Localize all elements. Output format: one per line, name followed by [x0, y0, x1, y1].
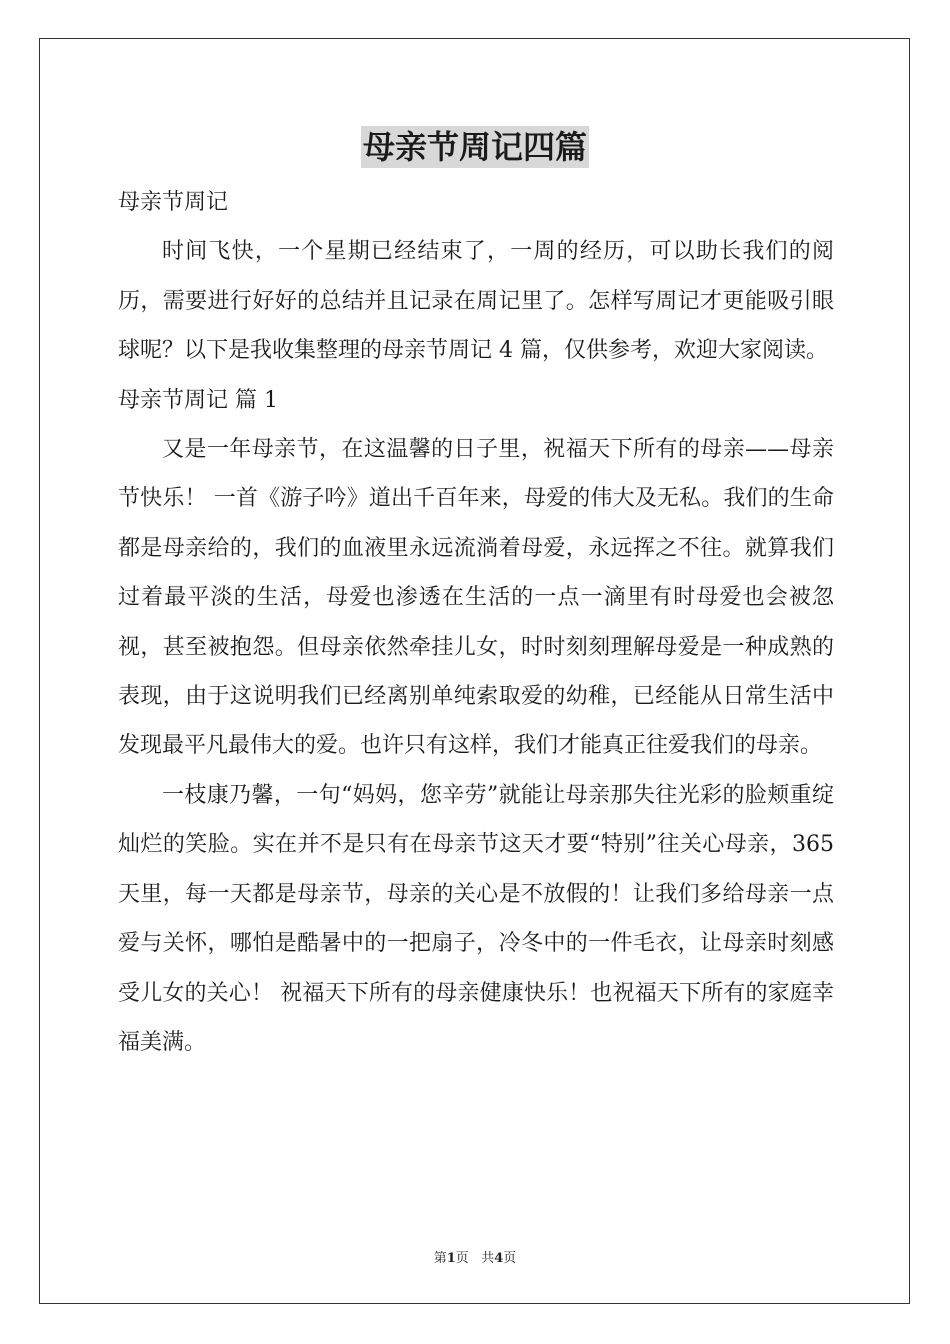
body-paragraph-1: 又是一年母亲节，在这温馨的日子里，祝福天下所有的母亲——母亲节快乐！ 一首《游子吟》道出千百年来，母爱的伟大及无私。我们的生命都是母亲给的，我们的血液里永远流淌着母爱，永远挥之不往。就算我们过着最平淡的生活，母爱也渗透在生活的一点一滴里有时母爱也会被忽视，甚至被抱怨。但母亲依然牵挂儿女，时时刻刻理解母爱是一种成熟的表现，由于这说明我们已经离别单纯索取爱的幼稚，已经能从日常生活中发现最平凡最伟大的爱。也许只有这样，我们才能真正往爱我们的母亲。 [118, 437, 834, 759]
document-body [118, 178, 834, 1067]
title-container [0, 126, 950, 168]
page-suffix: 页 [455, 1251, 469, 1266]
total-suffix: 页 [503, 1251, 517, 1266]
total-prefix: 共 [481, 1251, 495, 1266]
total-pages: 4 [494, 1251, 504, 1266]
body-paragraph-2: 一枝康乃馨，一句“妈妈，您辛劳”就能让母亲那失往光彩的脸颊重绽灿烂的笑脸。实在并不是只有在母亲节这天才要“特别”往关心母亲，365 天里，每一天都是母亲节，母亲的关心是不放假的！让我们多给母亲一点爱与关怀，哪怕是酷暑中的一把扇子，冷冬中的一件毛衣，让母亲时刻感受儿女的关心！ 祝福天下所有的母亲健康快乐！也祝福天下所有的家庭幸福美满。 [118, 782, 834, 1055]
intro-paragraph: 时间飞快，一个星期已经结束了，一周的经历，可以助长我们的阅历，需要进行好好的总结并且记录在周记里了。怎样写周记才更能吸引眼球呢？以下是我收集整理的母亲节周记 4 篇，仅供参考，欢迎大家阅读。 [118, 239, 834, 364]
section-heading: 母亲节周记 [118, 190, 229, 215]
article-heading: 母亲节周记 篇 1 [118, 387, 278, 413]
page-footer [0, 1247, 950, 1266]
page-prefix: 第 [433, 1251, 447, 1266]
document-title: 母亲节周记四篇 [362, 128, 587, 166]
page-number: 1 [446, 1251, 456, 1266]
